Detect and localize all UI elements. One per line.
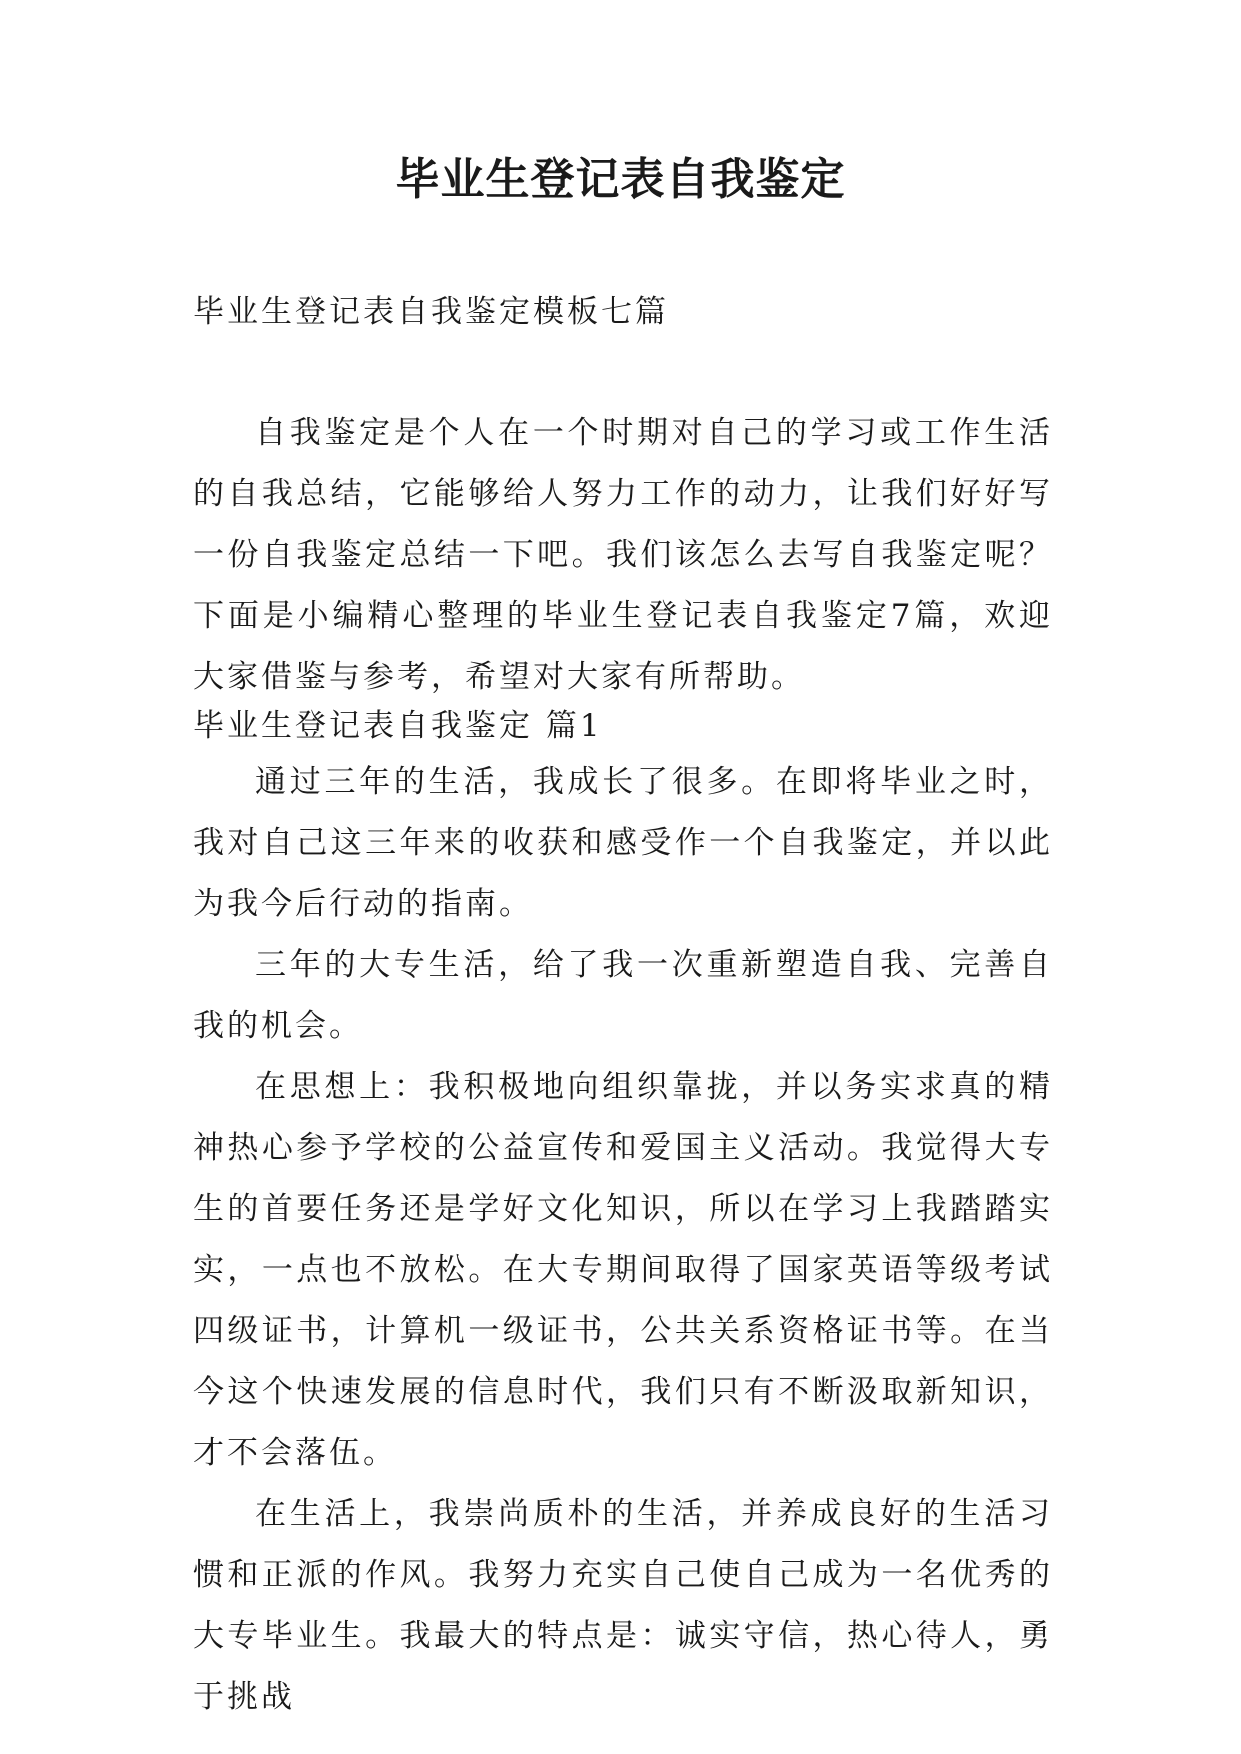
document-subtitle: 毕业生登记表自我鉴定模板七篇 <box>193 294 669 330</box>
intro-paragraph: 自我鉴定是个人在一个时期对自己的学习或工作生活的自我总结，它能够给人努力工作的动力，让我们好好写一份自我鉴定总结一下吧。我们该怎么去写自我鉴定呢？下面是小编精心整理的毕业生登记表自我鉴定7篇，欢迎大家借鉴与参考，希望对大家有所帮助。 <box>193 415 1053 695</box>
section-heading: 毕业生登记表自我鉴定 篇1 <box>193 708 603 744</box>
body-paragraph: 在思想上：我积极地向组织靠拢，并以务实求真的精神热心参予学校的公益宣传和爱国主义活动。我觉得大专生的首要任务还是学好文化知识，所以在学习上我踏踏实实，一点也不放松。在大专期间取得了国家英语等级考试四级证书，计算机一级证书，公共关系资格证书等。在当今这个快速发展的信息时代，我们只有不断汲取新知识，才不会落伍。 <box>193 1069 1053 1471</box>
body-paragraph: 通过三年的生活，我成长了很多。在即将毕业之时，我对自己这三年来的收获和感受作一个自我鉴定，并以此为我今后行动的指南。 <box>193 764 1053 922</box>
section-body <box>193 752 1053 1728</box>
document-title: 毕业生登记表自我鉴定 <box>395 154 846 205</box>
body-paragraph: 三年的大专生活，给了我一次重新塑造自我、完善自我的机会。 <box>193 947 1053 1044</box>
body-paragraph: 在生活上，我崇尚质朴的生活，并养成良好的生活习惯和正派的作风。我努力充实自己使自己成为一名优秀的大专毕业生。我最大的特点是：诚实守信，热心待人，勇于挑战 <box>193 1496 1053 1715</box>
